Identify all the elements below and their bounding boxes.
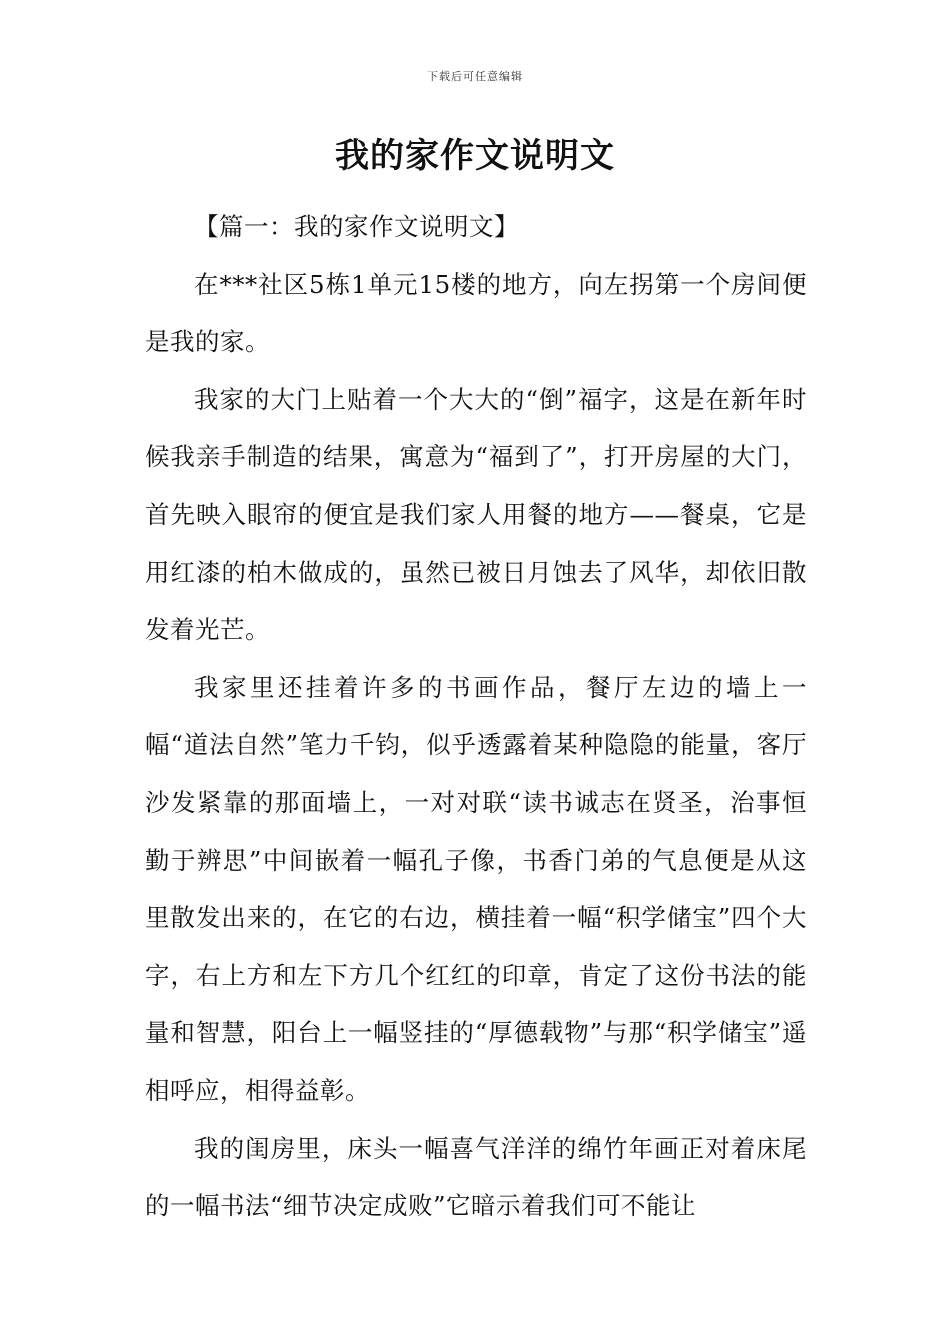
section-heading: 【篇一：我的家作文说明文】 xyxy=(194,212,519,241)
paragraph-4: 我的闺房里，床头一幅喜气洋洋的绵竹年画正对着床尾的一幅书法“细节决定成败”它暗示着我们可不能让 xyxy=(145,1133,807,1221)
paragraph-1: 在***社区5栋1单元15楼的地方，向左拐第一个房间便是我的家。 xyxy=(145,269,807,357)
document-body xyxy=(145,198,807,1235)
page-header-note: 下载后可任意编辑 xyxy=(427,70,523,83)
document-title: 我的家作文说明文 xyxy=(335,136,615,176)
paragraph-3: 我家里还挂着许多的书画作品，餐厅左边的墙上一幅“道法自然”笔力千钧，似乎透露着某种隐隐的能量，客厅沙发紧靠的那面墙上，一对对联“读书诚志在贤圣，治事恒勤于辨思”中间嵌着一幅孔子像，书香门弟的气息便是从这里散发出来的，在它的右边，横挂着一幅“积学储宝”四个大字，右上方和左下方几个红红的印章，肯定了这份书法的能量和智慧，阳台上一幅竖挂的“厚德载物”与那“积学储宝”遥相呼应，相得益彰。 xyxy=(145,672,807,1105)
paragraph-2: 我家的大门上贴着一个大大的“倒”福字，这是在新年时候我亲手制造的结果，寓意为“福到了”，打开房屋的大门，首先映入眼帘的便宜是我们家人用餐的地方——餐桌，它是用红漆的柏木做成的，虽然已被日月蚀去了风华，却依旧散发着光芒。 xyxy=(145,384,807,645)
